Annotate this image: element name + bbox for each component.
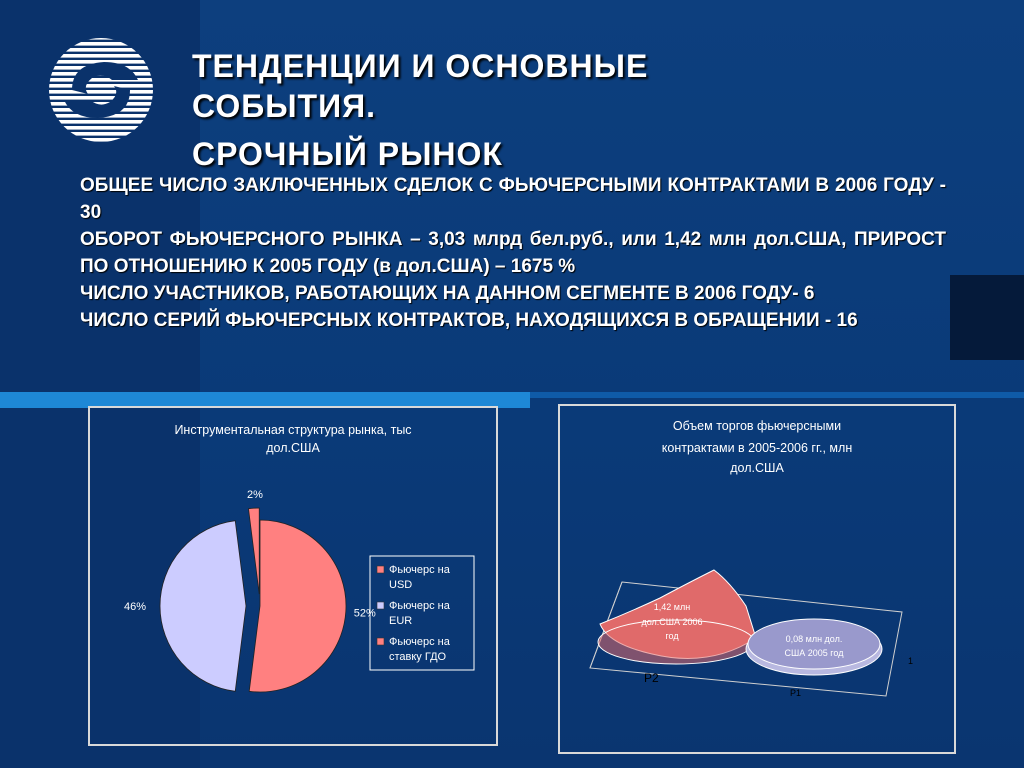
legend-usd-line2: USD — [389, 579, 413, 591]
legend-eur-line2: EUR — [389, 615, 413, 627]
pie-slice-gdo — [248, 508, 259, 594]
disc-2005-label-line1: 0,08 млн дол. — [785, 634, 843, 644]
fact-paragraph: ЧИСЛО УЧАСТНИКОВ, РАБОТАЮЩИХ НА ДАННОМ СЕГМЕНТЕ В 2006 ГОДУ- 6 — [80, 283, 815, 304]
disc-2005-label-line2: США 2005 год — [784, 648, 844, 658]
disc-2005 — [746, 619, 882, 675]
title-line-2: СОБЫТИЯ. — [192, 88, 376, 124]
futures-volume-chart — [558, 404, 956, 754]
legend-gdo-line2: ставку ГДО — [389, 651, 447, 663]
legend-swatch-usd — [377, 566, 384, 573]
instrument-structure-chart — [88, 406, 498, 746]
cone-2006-label-line1: 1,42 млн — [653, 602, 691, 612]
series-label-p2: P2 — [644, 671, 659, 685]
volume-chart-svg — [560, 406, 954, 752]
title-line-1: ТЕНДЕНЦИИ И ОСНОВНЫЕ — [192, 48, 649, 84]
title-line-3: СРОЧНЫЙ РЫНОК — [192, 136, 503, 172]
chart1-title-line2: дол.США — [266, 441, 320, 455]
legend-swatch-gdo — [377, 638, 384, 645]
legend-usd-line1: Фьючерс на — [389, 564, 450, 576]
pie-chart-svg — [90, 408, 496, 744]
chart2-title-line3: дол.США — [730, 461, 784, 475]
exchange-logo-icon — [42, 36, 160, 144]
pie-slice-usd — [249, 520, 346, 692]
slice-label-usd: 52% — [353, 607, 376, 620]
legend-gdo-line1: Фьючерс на — [389, 636, 450, 648]
right-dark-block — [950, 275, 1024, 360]
cone-2006-label-line3: год — [665, 631, 679, 641]
slice-label-eur: 46% — [124, 601, 147, 613]
facts-text — [80, 172, 946, 334]
page-title — [192, 46, 752, 174]
legend-eur-line1: Фьючерс на — [389, 600, 450, 612]
series-label-p1: P1 — [790, 688, 802, 698]
axis-tick-label: 1 — [908, 656, 914, 666]
legend-swatch-eur — [377, 602, 384, 609]
slice-label-gdo: 2% — [246, 489, 263, 502]
cone-2006-label-line2: дол.США 2006 — [641, 617, 703, 627]
chart1-legend — [370, 556, 474, 670]
fact-paragraph: ОБОРОТ ФЬЮЧЕРСНОГО РЫНКА – 3,03 млрд бел.руб., или 1,42 млн дол.США, ПРИРОСТ ПО ОТНОШЕНИЮ К 2005 ГОДУ (в дол.США) – 1675 % — [80, 229, 946, 277]
fact-paragraph: ОБЩЕЕ ЧИСЛО ЗАКЛЮЧЕННЫХ СДЕЛОК С ФЬЮЧЕРСНЫМИ КОНТРАКТАМИ В 2006 ГОДУ - 30 — [80, 175, 946, 223]
chart2-title-line2: контрактами в 2005-2006 гг., млн — [661, 441, 853, 455]
chart2-title-line1: Объем торгов фьючерсными — [672, 419, 842, 433]
fact-paragraph: ЧИСЛО СЕРИЙ ФЬЮЧЕРСНЫХ КОНТРАКТОВ, НАХОДЯЩИХСЯ В ОБРАЩЕНИИ - 16 — [80, 310, 858, 331]
chart1-title-line1: Инструментальная структура рынка, тыс — [174, 423, 412, 437]
accent-stripe-thin — [530, 392, 1024, 398]
pie-slice-eur — [160, 521, 246, 692]
